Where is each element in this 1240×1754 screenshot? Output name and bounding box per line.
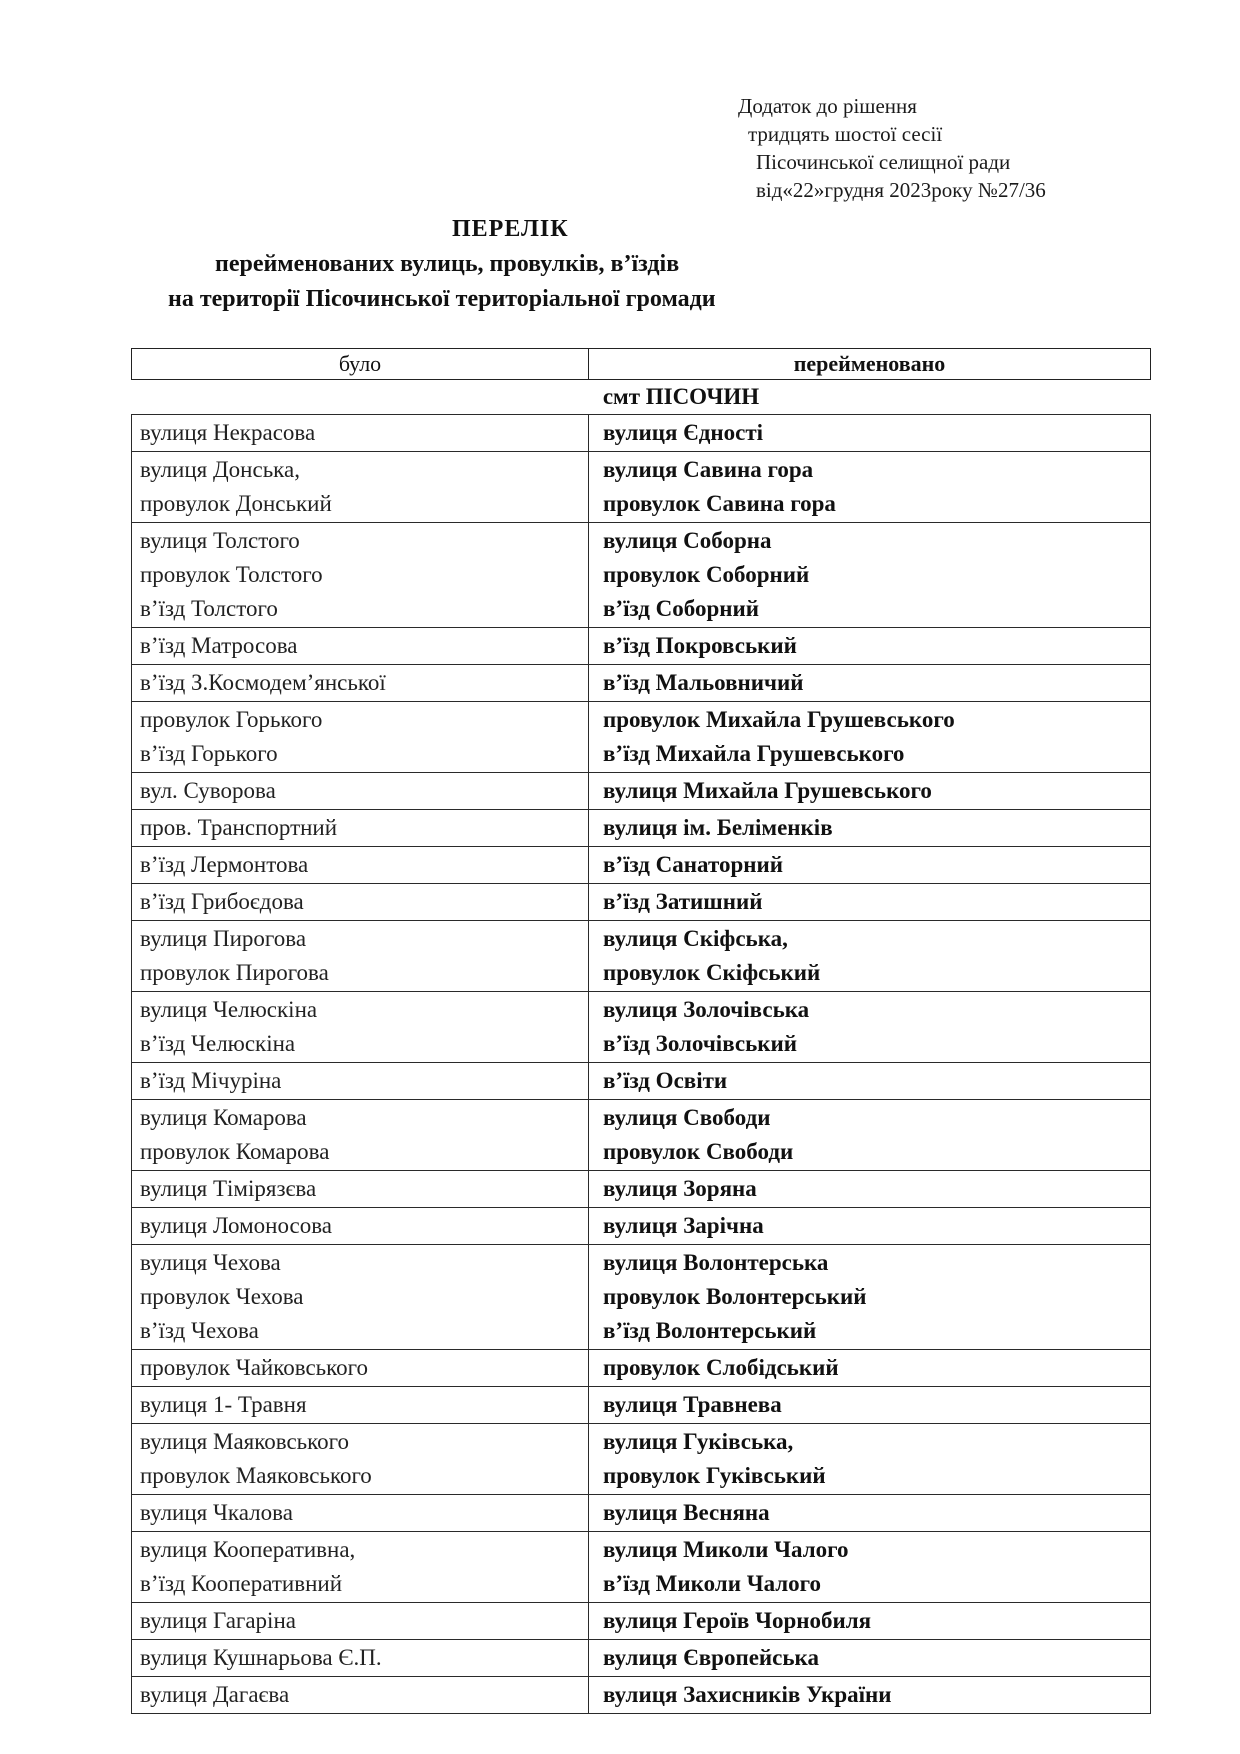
new-name-line: вулиця Європейська	[603, 1645, 819, 1670]
title-subheading: перейменованих вулиць, провулків, в’їздів	[215, 251, 680, 277]
table-row	[132, 628, 1151, 665]
old-name-cell	[132, 702, 589, 773]
table-row	[132, 702, 1151, 773]
new-name-line: в’їзд Волонтерський	[603, 1318, 817, 1343]
new-name-cell	[589, 1532, 1151, 1603]
new-name-line: провулок Савина гора	[603, 491, 836, 516]
new-name-line: вулиця Савина гора	[603, 457, 814, 482]
old-name-line: вулиця Чехова	[140, 1250, 281, 1275]
old-name-line: в’їзд Чехова	[140, 1318, 259, 1343]
old-name-line: провулок Маяковського	[140, 1463, 372, 1488]
old-name-line: провулок Чехова	[140, 1284, 304, 1309]
old-name-cell	[132, 665, 589, 702]
old-name-line: вулиця Дагаєва	[140, 1682, 290, 1707]
annex-line: Додаток до рішення	[738, 94, 917, 118]
old-name-line: провулок Комарова	[140, 1139, 330, 1164]
new-name-cell	[589, 847, 1151, 884]
old-name-cell	[132, 847, 589, 884]
old-name-line: провулок Толстого	[140, 562, 323, 587]
annex-line: Пісочинської селищної ради	[756, 150, 1011, 174]
new-name-cell	[589, 665, 1151, 702]
old-name-cell	[132, 1640, 589, 1677]
new-name-line: вулиця Скіфська,	[603, 926, 788, 951]
new-name-line: вулиця Весняна	[603, 1500, 770, 1525]
renamed-streets-table	[131, 348, 1151, 1714]
new-name-line: провулок Соборний	[603, 562, 810, 587]
new-name-line: провулок Гуківський	[603, 1463, 826, 1488]
new-name-line: в’їзд Мальовничий	[603, 670, 804, 695]
old-name-cell	[132, 1245, 589, 1350]
old-name-line: в’їзд Грибоєдова	[140, 889, 304, 914]
new-name-line: вулиця Свободи	[603, 1105, 771, 1130]
old-name-line: вулиця Некрасова	[140, 420, 316, 445]
table-row	[132, 1171, 1151, 1208]
new-name-line: провулок Слобідський	[603, 1355, 839, 1380]
new-name-cell	[589, 628, 1151, 665]
new-name-cell	[589, 452, 1151, 523]
new-name-cell	[589, 415, 1151, 452]
new-name-line: вулиця Зоряна	[603, 1176, 757, 1201]
new-name-line: в’їзд Затишний	[603, 889, 763, 914]
old-name-cell	[132, 1495, 589, 1532]
new-name-line: вулиця Волонтерська	[603, 1250, 829, 1275]
new-name-cell	[589, 810, 1151, 847]
old-name-line: вулиця Толстого	[140, 528, 300, 553]
old-name-cell	[132, 992, 589, 1063]
old-name-line: вулиця Тімірязєва	[140, 1176, 317, 1201]
table-row	[132, 1245, 1151, 1350]
new-name-line: в’їзд Золочівський	[603, 1031, 798, 1056]
new-name-line: вулиця Травнева	[603, 1392, 782, 1417]
new-name-cell	[589, 1171, 1151, 1208]
old-name-cell	[132, 1677, 589, 1714]
old-name-cell	[132, 810, 589, 847]
new-name-cell	[589, 884, 1151, 921]
old-name-cell	[132, 415, 589, 452]
old-name-cell	[132, 1387, 589, 1424]
new-name-cell	[589, 1350, 1151, 1387]
old-name-line: вулиця Кушнарьова Є.П.	[140, 1645, 382, 1670]
old-name-cell	[132, 1424, 589, 1495]
table-row	[132, 1603, 1151, 1640]
table-row	[132, 1532, 1151, 1603]
new-name-cell	[589, 1640, 1151, 1677]
table-row	[132, 773, 1151, 810]
annex-line: тридцять шостої сесії	[748, 122, 943, 146]
new-name-cell	[589, 773, 1151, 810]
old-name-cell	[132, 523, 589, 628]
new-name-line: в’їзд Михайла Грушевського	[603, 741, 905, 766]
title-subheading: на території Пісочинської територіальної громади	[168, 286, 716, 312]
old-name-line: провулок Горького	[140, 707, 323, 732]
new-name-line: в’їзд Санаторний	[603, 852, 783, 877]
new-name-cell	[589, 1603, 1151, 1640]
old-name-line: вулиця Кооперативна,	[140, 1537, 356, 1562]
new-name-line: провулок Михайла Грушевського	[603, 707, 955, 732]
old-name-line: в’їзд З.Космодем’янської	[140, 670, 386, 695]
old-name-cell	[132, 1208, 589, 1245]
old-name-cell	[132, 1532, 589, 1603]
old-name-line: в’їзд Горького	[140, 741, 278, 766]
table-row	[132, 847, 1151, 884]
old-name-line: вулиця Челюскіна	[140, 997, 318, 1022]
old-name-line: вулиця 1- Травня	[140, 1392, 307, 1417]
title-heading: ПЕРЕЛІК	[452, 216, 569, 242]
new-name-line: вулиця Героїв Чорнобиля	[603, 1608, 872, 1633]
new-name-line: вулиця Миколи Чалого	[603, 1537, 849, 1562]
old-name-cell	[132, 1350, 589, 1387]
old-name-line: вулиця Чкалова	[140, 1500, 293, 1525]
old-name-cell	[132, 1100, 589, 1171]
new-name-line: провулок Волонтерський	[603, 1284, 867, 1309]
old-name-cell	[132, 773, 589, 810]
old-name-line: вулиця Гагаріна	[140, 1608, 296, 1633]
new-name-cell	[589, 1424, 1151, 1495]
table-row	[132, 1677, 1151, 1714]
old-name-line: провулок Донський	[140, 491, 332, 516]
column-header-new: перейменовано	[589, 349, 1151, 380]
old-name-line: в’їзд Мічуріна	[140, 1068, 282, 1093]
annex-note	[738, 92, 1046, 204]
old-name-line: вул. Суворова	[140, 778, 276, 803]
new-name-cell	[589, 702, 1151, 773]
old-name-cell	[132, 1171, 589, 1208]
new-name-cell	[589, 1063, 1151, 1100]
old-name-line: вулиця Маяковського	[140, 1429, 350, 1454]
new-name-line: вулиця Михайла Грушевського	[603, 778, 932, 803]
new-name-line: в’їзд Соборний	[603, 596, 760, 621]
table-row	[132, 1208, 1151, 1245]
old-name-line: в’їзд Матросова	[140, 633, 298, 658]
section-title: смт ПІСОЧИН	[602, 384, 760, 409]
table-row	[132, 1424, 1151, 1495]
new-name-line: провулок Скіфський	[603, 960, 821, 985]
new-name-line: в’їзд Освіти	[603, 1068, 728, 1093]
new-name-line: вулиця Єдності	[603, 420, 764, 445]
old-name-line: в’їзд Челюскіна	[140, 1031, 296, 1056]
new-name-cell	[589, 1245, 1151, 1350]
new-name-line: вулиця Гуківська,	[603, 1429, 794, 1454]
table-row	[132, 1495, 1151, 1532]
new-name-cell	[589, 1208, 1151, 1245]
old-name-cell	[132, 1603, 589, 1640]
old-name-cell	[132, 884, 589, 921]
new-name-line: в’їзд Миколи Чалого	[603, 1571, 822, 1596]
new-name-line: вулиця Соборна	[603, 528, 772, 553]
table-row	[132, 884, 1151, 921]
column-header-old: було	[132, 349, 589, 380]
new-name-cell	[589, 992, 1151, 1063]
old-name-cell	[132, 628, 589, 665]
table-row	[132, 1100, 1151, 1171]
old-name-line: вулиця Донська,	[140, 457, 300, 482]
table-row	[132, 1640, 1151, 1677]
table-row	[132, 1063, 1151, 1100]
old-name-line: в’їзд Толстого	[140, 596, 278, 621]
new-name-line: вулиця ім. Беліменків	[603, 815, 833, 840]
old-name-line: провулок Чайковського	[140, 1355, 369, 1380]
old-name-line: в’їзд Кооперативний	[140, 1571, 343, 1596]
section-row	[132, 380, 1151, 415]
new-name-cell	[589, 1677, 1151, 1714]
new-name-line: вулиця Захисників України	[603, 1682, 892, 1707]
new-name-line: вулиця Зарічна	[603, 1213, 764, 1238]
annex-line: від«22»грудня 2023року №27/36	[756, 178, 1046, 202]
new-name-cell	[589, 523, 1151, 628]
new-name-line: в’їзд Покровський	[603, 633, 797, 658]
table-row	[132, 415, 1151, 452]
table-row	[132, 1387, 1151, 1424]
new-name-line: вулиця Золочівська	[603, 997, 810, 1022]
old-name-line: вулиця Ломоносова	[140, 1213, 332, 1238]
new-name-line: провулок Свободи	[603, 1139, 794, 1164]
table-header-row	[132, 349, 1151, 380]
table-row	[132, 1350, 1151, 1387]
old-name-cell	[132, 1063, 589, 1100]
old-name-cell	[132, 452, 589, 523]
table-row	[132, 523, 1151, 628]
table-row	[132, 452, 1151, 523]
old-name-line: вулиця Комарова	[140, 1105, 307, 1130]
new-name-cell	[589, 1495, 1151, 1532]
old-name-line: вулиця Пирогова	[140, 926, 307, 951]
new-name-cell	[589, 921, 1151, 992]
old-name-line: провулок Пирогова	[140, 960, 329, 985]
table-row	[132, 665, 1151, 702]
table-row	[132, 992, 1151, 1063]
old-name-cell	[132, 921, 589, 992]
table-row	[132, 810, 1151, 847]
new-name-cell	[589, 1100, 1151, 1171]
new-name-cell	[589, 1387, 1151, 1424]
old-name-line: пров. Транспортний	[140, 815, 338, 840]
old-name-line: в’їзд Лермонтова	[140, 852, 309, 877]
table-row	[132, 921, 1151, 992]
